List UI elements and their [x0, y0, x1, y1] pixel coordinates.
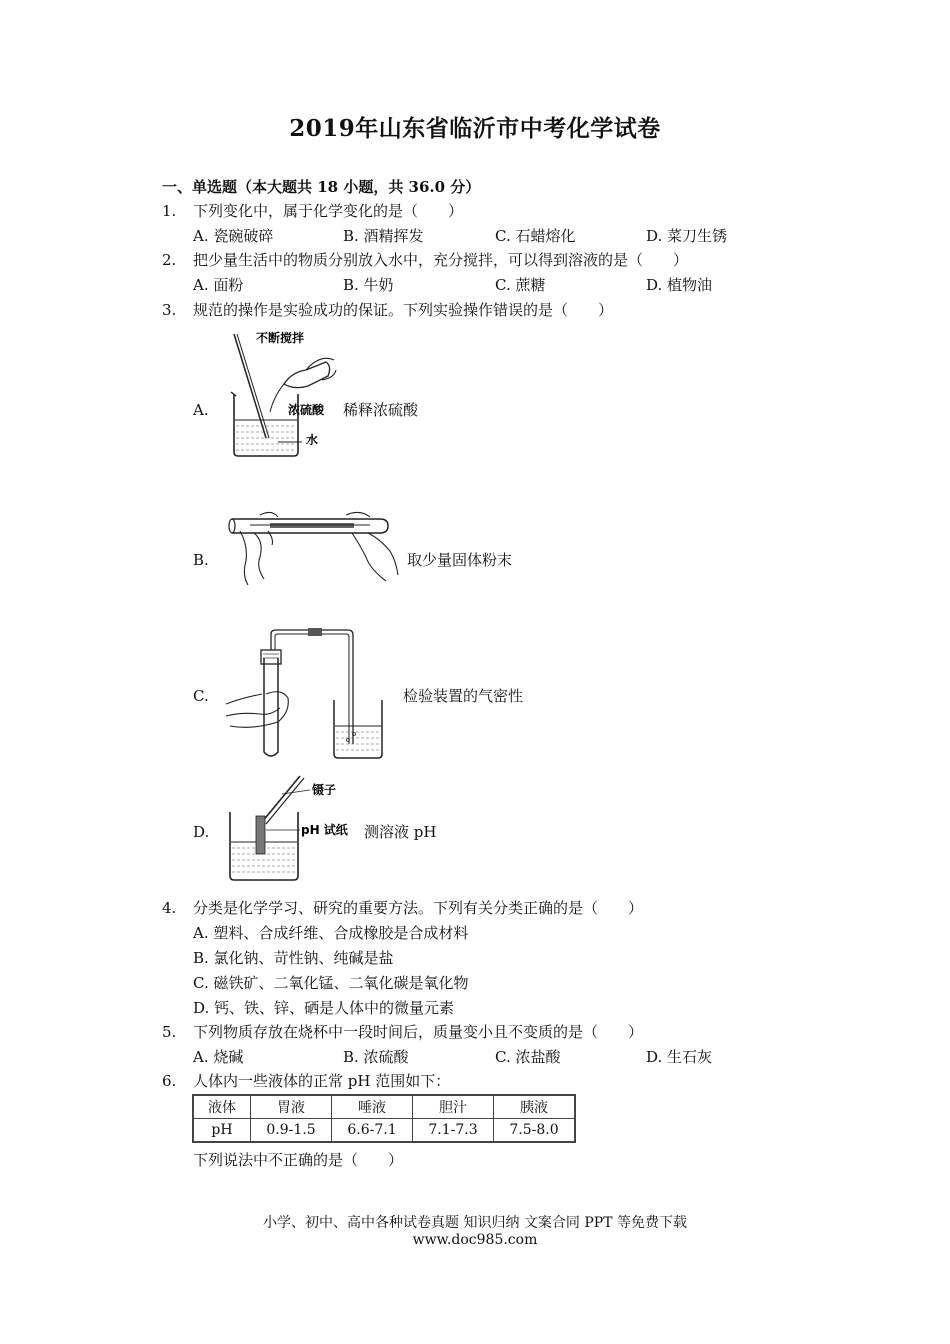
table-header-cell: 液体 — [193, 1095, 251, 1119]
question-stem: 把少量生活中的物质分别放入水中，充分搅拌，可以得到溶液的是（ ） — [193, 251, 689, 269]
figure-label-ph-paper: pH 试纸 — [301, 823, 348, 837]
ph-table — [192, 1094, 576, 1143]
question-number: 6. — [162, 1072, 177, 1090]
question-stem: 下列物质存放在烧杯中一段时间后，质量变小且不变质的是（ ） — [193, 1023, 644, 1041]
table-header-cell: 唾液 — [332, 1095, 413, 1119]
table-cell: 7.5-8.0 — [494, 1119, 576, 1143]
table-cell: 0.9-1.5 — [251, 1119, 332, 1143]
table-row — [193, 1119, 575, 1143]
table-cell: 7.1-7.3 — [413, 1119, 494, 1143]
figure-label-water: 水 — [306, 433, 319, 447]
option-b-label: B. — [193, 551, 209, 569]
option-d-text: 测溶液 pH — [364, 823, 437, 841]
table-header-row — [193, 1095, 575, 1119]
option-a-label: A. — [193, 401, 209, 419]
option-b: B. 浓硫酸 — [343, 1048, 409, 1066]
table-header-cell: 胆汁 — [413, 1095, 494, 1119]
figure-label-acid: 浓硫酸 — [288, 403, 325, 417]
option-b: B. 牛奶 — [343, 276, 394, 294]
option-c: C. 蔗糖 — [495, 276, 546, 294]
figure-label-tweezers: 镊子 — [312, 783, 337, 797]
option-a: A. 烧碱 — [193, 1048, 244, 1066]
question-number: 5. — [162, 1023, 177, 1041]
option-a: A. 塑料、合成纤维、合成橡胶是合成材料 — [193, 924, 469, 942]
question-number: 1. — [162, 202, 177, 220]
table-header-cell: 胰液 — [494, 1095, 576, 1119]
option-c: C. 石蜡熔化 — [495, 227, 576, 245]
page-title: 2019年山东省临沂市中考化学试卷 — [289, 115, 661, 142]
option-c: C. 浓盐酸 — [495, 1048, 561, 1066]
option-a: A. 面粉 — [193, 276, 244, 294]
dilute-acid-figure — [222, 326, 342, 458]
question-stem: 分类是化学学习、研究的重要方法。下列有关分类正确的是（ ） — [193, 899, 644, 917]
option-d: D. 菜刀生锈 — [646, 227, 728, 245]
figure-label-stir: 不断搅拌 — [256, 331, 305, 345]
option-d-label: D. — [193, 823, 210, 841]
option-d: D. 生石灰 — [646, 1048, 713, 1066]
question-number: 4. — [162, 899, 177, 917]
option-a-text: 稀释浓硫酸 — [343, 401, 419, 419]
question-number: 2. — [162, 251, 177, 269]
airtight-check-figure — [222, 628, 392, 760]
option-d: D. 植物油 — [646, 276, 713, 294]
question-stem: 人体内一些液体的正常 pH 范围如下： — [193, 1072, 451, 1090]
question-stem: 下列变化中，属于化学变化的是（ ） — [193, 202, 464, 220]
footer-link[interactable]: www.doc985.com — [412, 1232, 538, 1248]
option-b: B. 氯化钠、苛性钠、纯碱是盐 — [193, 949, 394, 967]
question-followup: 下列说法中不正确的是（ ） — [193, 1151, 404, 1169]
ph-paper-figure — [222, 772, 362, 884]
option-c: C. 磁铁矿、二氧化锰、二氧化碳是氧化物 — [193, 974, 469, 992]
option-d: D. 钙、铁、锌、硒是人体中的微量元素 — [193, 999, 455, 1017]
option-b: B. 酒精挥发 — [343, 227, 424, 245]
table-cell: 6.6-7.1 — [332, 1119, 413, 1143]
section-heading: 一、单选题（本大题共 18 小题，共 36.0 分） — [162, 178, 481, 196]
footer-text: 小学、初中、高中各种试卷真题 知识归纳 文案合同 PPT 等免费下载 — [263, 1215, 687, 1231]
powder-tube-figure — [220, 505, 400, 587]
table-cell: pH — [193, 1119, 251, 1143]
option-c-label: C. — [193, 687, 209, 705]
option-a: A. 瓷碗破碎 — [193, 227, 274, 245]
question-number: 3. — [162, 301, 177, 319]
question-stem: 规范的操作是实验成功的保证。下列实验操作错误的是（ ） — [193, 301, 614, 319]
table-header-cell: 胃液 — [251, 1095, 332, 1119]
option-b-text: 取少量固体粉末 — [407, 551, 513, 569]
option-c-text: 检验装置的气密性 — [403, 687, 524, 705]
